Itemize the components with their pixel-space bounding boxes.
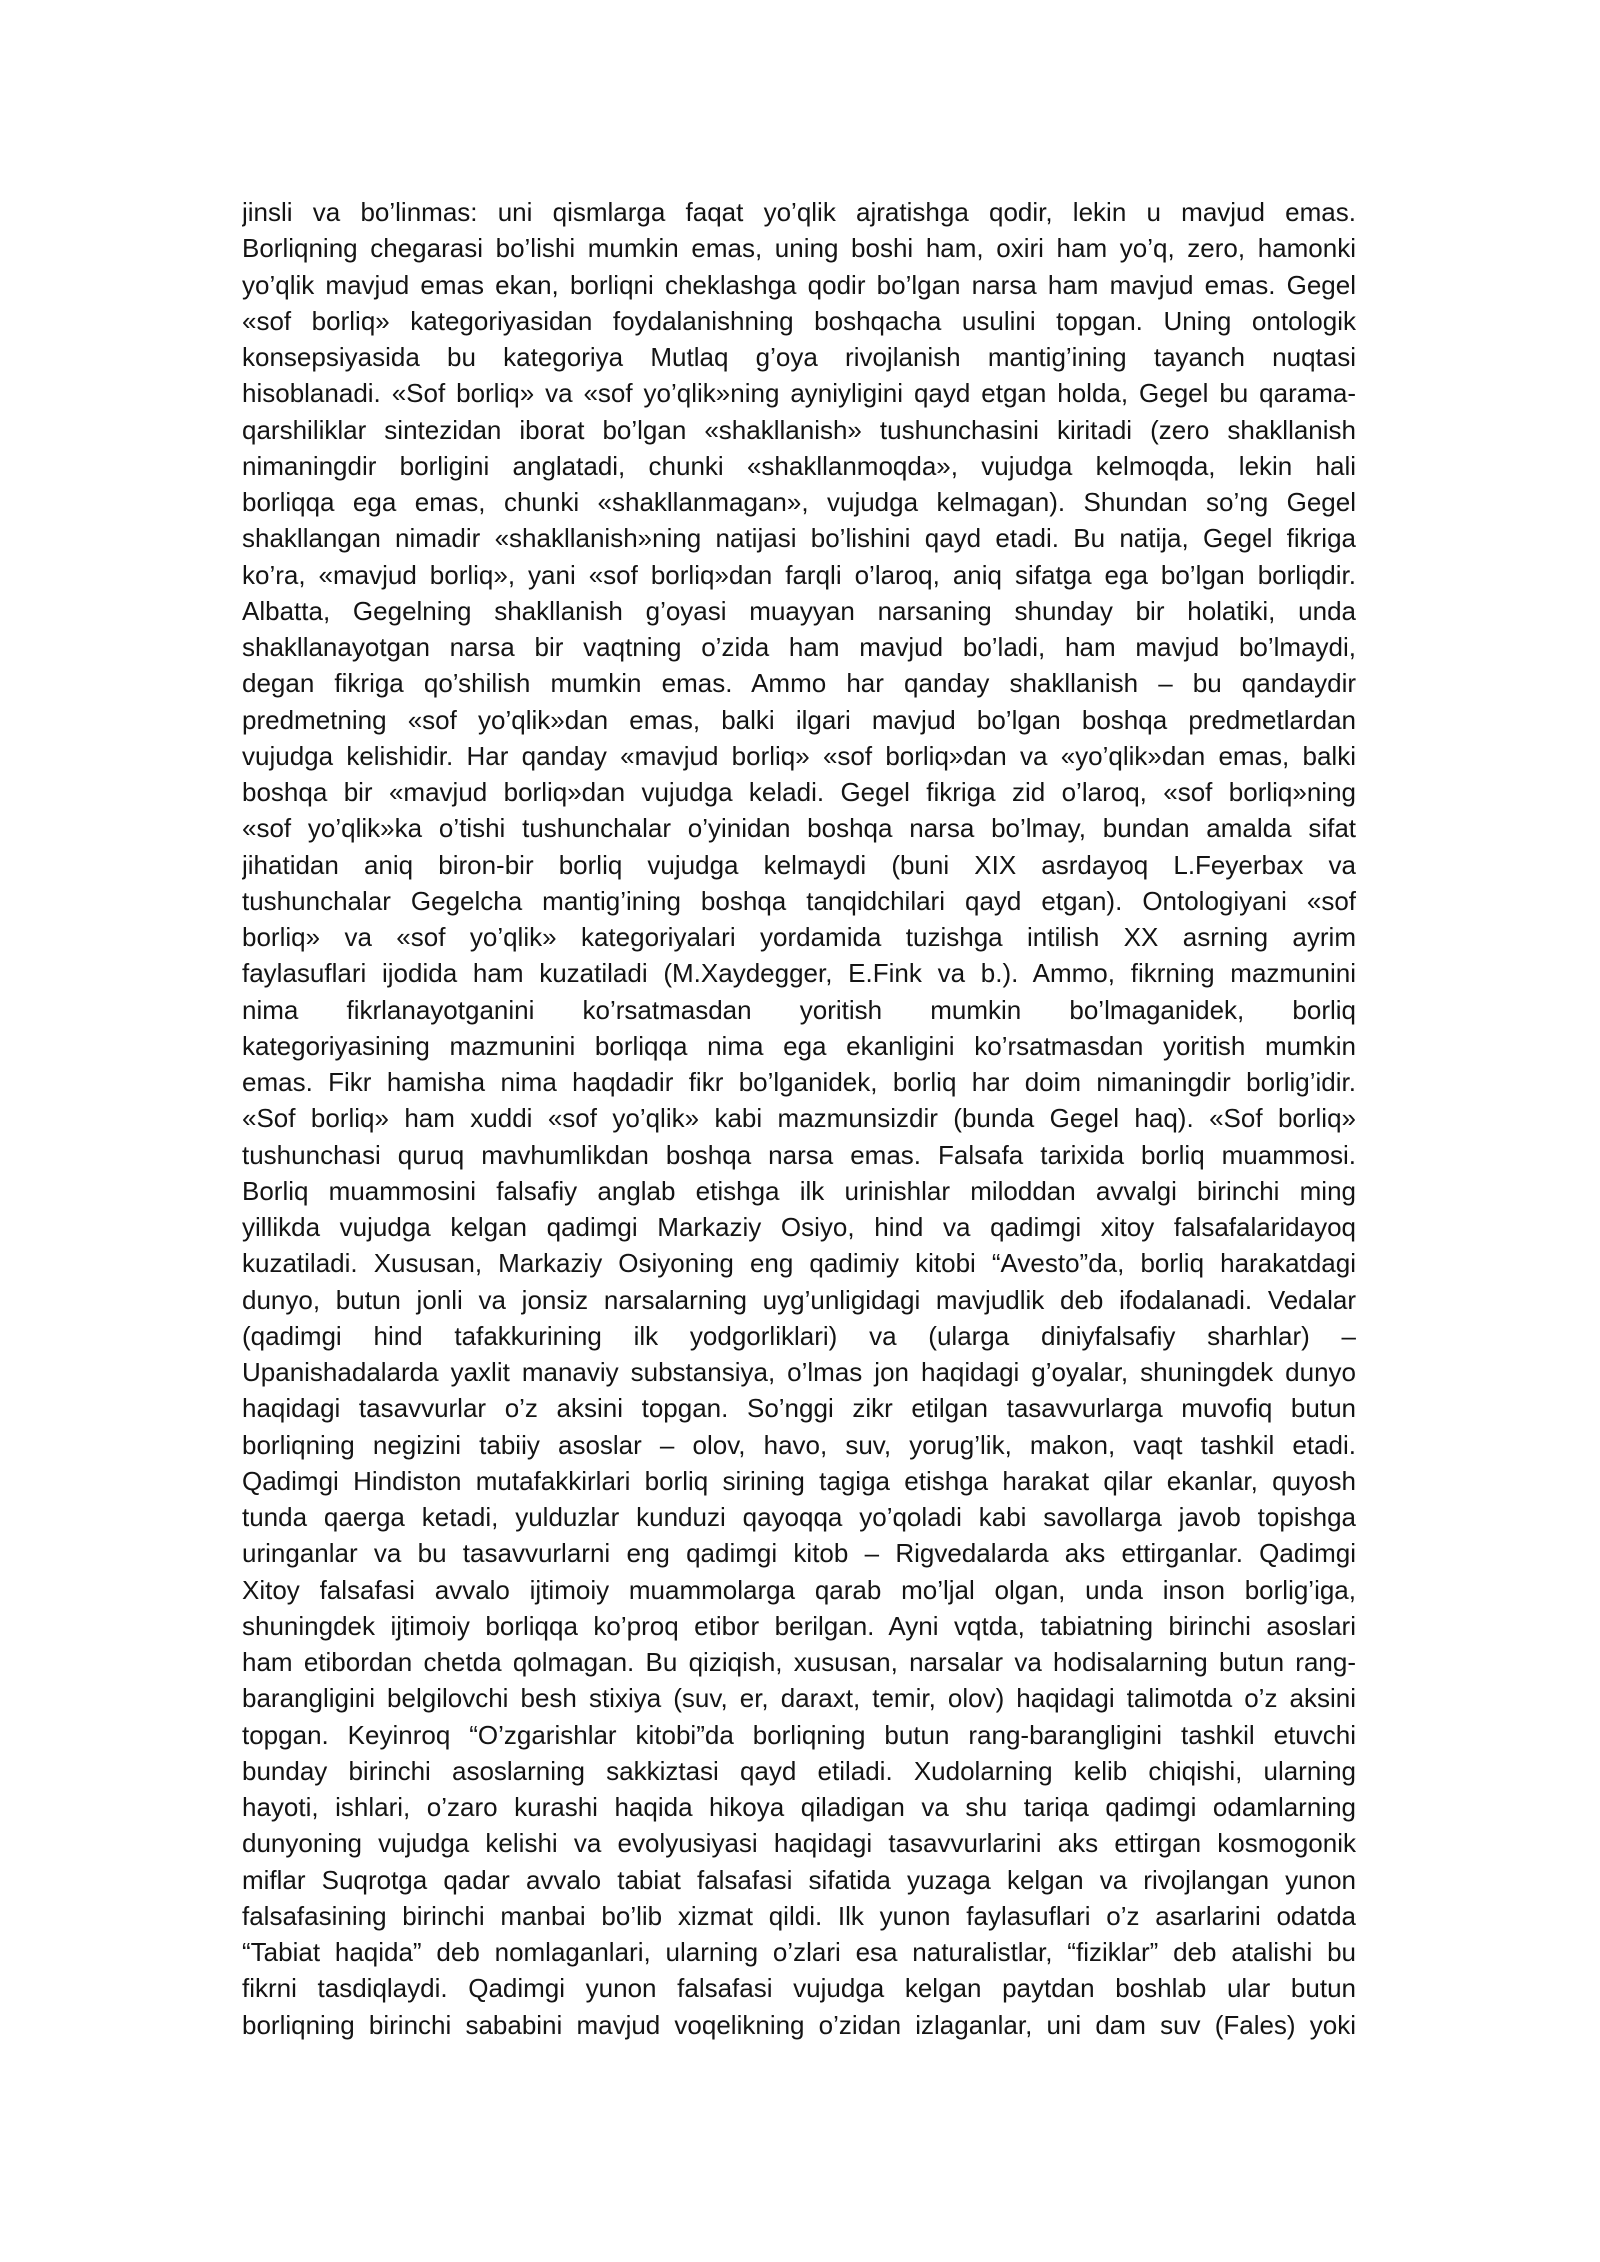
text-line: nimaningdir borligini anglatadi, chunki «shakllanmoqda», vujudga kelmoqda, lekin hali [242,450,1356,481]
text-line: Borliqning chegarasi bo’lishi mumkin emas, uning boshi ham, oxiri ham yo’q, zero, hamonki [242,233,1356,264]
text-line: shuningdek ijtimoiy borliqqa ko’proq etibor berilgan. Ayni vqtda, tabiatning birinchi asoslari [242,1610,1356,1641]
text-line: miflar Suqrotga qadar avvalo tabiat falsafasi sifatida yuzaga kelgan va rivojlangan yunon [242,1864,1356,1895]
text-line: tushunchasi quruq mavhumlikdan boshqa narsa emas. Falsafa tarixida borliq muammosi. [242,1139,1356,1170]
text-line: tushunchalar Gegelcha mantig’ining boshqa tanqidchilari qayd etgan). Ontologiyani «sof [242,885,1356,916]
text-line: Albatta, Gegelning shakllanish g’oyasi muayyan narsaning shunday bir holatiki, unda [242,595,1356,626]
text-line: dunyoning vujudga kelishi va evolyusiyasi haqidagi tasavvurlarini aks ettirgan kosmogonik [242,1828,1356,1859]
text-line: «sof yo’qlik»ka o’tishi tushunchalar o’yinidan boshqa narsa bo’lmay, bundan amalda sifat [242,813,1356,844]
text-line: vujudga kelishidir. Har qanday «mavjud borliq» «sof borliq»dan va «yo’qlik»dan emas, balki [242,740,1356,771]
text-line: ko’ra, «mavjud borliq», yani «sof borliq»dan farqli o’laroq, aniq sifatga ega bo’lgan borliqdir. [242,559,1356,590]
text-line: kuzatiladi. Xususan, Markaziy Osiyoning eng qadimiy kitobi “Avesto”da, borliq harakatdagi [242,1248,1356,1279]
text-line: dunyo, butun jonli va jonsiz narsalarning uyg’unligidagi mavjudlik deb ifodalanadi. Vedalar [242,1284,1356,1315]
text-line: shakllangan nimadir «shakllanish»ning natijasi bo’lishini qayd etadi. Bu natija, Gegel fikriga [242,523,1356,554]
text-line: borliqning negizini tabiiy asoslar – olov, havo, suv, yorug’lik, makon, vaqt tashkil etadi. [242,1429,1356,1460]
text-line: qarshiliklar sintezidan iborat bo’lgan «shakllanish» tushunchasini kiritadi (zero shakllanish [242,414,1356,445]
text-line: degan fikriga qo’shilish mumkin emas. Ammo har qanday shakllanish – bu qandaydir [242,668,1356,699]
text-line: shakllanayotgan narsa bir vaqtning o’zida ham mavjud bo’ladi, ham mavjud bo’lmaydi, [242,632,1356,662]
text-line: «Sof borliq» ham xuddi «sof yo’qlik» kabi mazmunsizdir (bunda Gegel haq). «Sof borliq» [242,1103,1356,1134]
text-line: konsepsiyasida bu kategoriya Mutlaq g’oya rivojlanish mantig’ining tayanch nuqtasi [242,342,1356,372]
text-line: (qadimgi hind tafakkurining ilk yodgorliklari) va (ularga diniyfalsafiy sharhlar) – [242,1320,1356,1351]
text-line: “Tabiat haqida” deb nomlaganlari, ularning o’zlari esa naturalistlar, “fiziklar” deb atalishi bu [242,1937,1356,1967]
text-line: hisoblanadi. «Sof borliq» va «sof yo’qlik»ning ayniyligini qayd etgan holda, Gegel bu qarama- [242,378,1356,409]
text-line: tunda qaerga ketadi, yulduzlar kunduzi qayoqqa yo’qoladi kabi savollarga javob topishga [242,1502,1356,1532]
text-line: hayoti, ishlari, o’zaro kurashi haqida hikoya qiladigan va shu tariqa qadimgi odamlarning [242,1792,1356,1822]
body-text [242,194,1356,2043]
text-line: yo’qlik mavjud emas ekan, borliqni cheklashga qodir bo’lgan narsa ham mavjud emas. Gegel [242,269,1356,300]
text-line: fikrni tasdiqlaydi. Qadimgi yunon falsafasi vujudga kelgan paytdan boshlab ular butun [242,1973,1356,2004]
text-line: emas. Fikr hamisha nima haqdadir fikr bo’lganidek, borliq har doim nimaningdir borlig’idir. [242,1067,1356,1097]
text-line: nima fikrlanayotganini ko’rsatmasdan yoritish mumkin bo’lmaganidek, borliq [242,994,1356,1025]
text-line: «sof borliq» kategoriyasidan foydalanishning boshqacha usulini topgan. Uning ontologik [242,305,1356,336]
text-line: boshqa bir «mavjud borliq»dan vujudga keladi. Gegel fikriga zid o’laroq, «sof borliq»ning [242,777,1356,807]
text-line: barangligini belgilovchi besh stixiya (suv, er, daraxt, temir, olov) haqidagi talimotda o’z aksini [242,1683,1356,1714]
text-line: borliq» va «sof yo’qlik» kategoriyalari yordamida tuzishga intilish XX asrning ayrim [242,922,1356,952]
text-line: Xitoy falsafasi avvalo ijtimoiy muammolarga qarab mo’ljal olgan, unda inson borlig’iga, [242,1574,1356,1605]
text-line: uringanlar va bu tasavvurlarni eng qadimgi kitob – Rigvedalarda aks ettirganlar. Qadimgi [242,1538,1356,1569]
text-line: topgan. Keyinroq “O’zgarishlar kitobi”da borliqning butun rang-barangligini tashkil etuvchi [242,1719,1356,1750]
text-line: predmetning «sof yo’qlik»dan emas, balki ilgari mavjud bo’lgan boshqa predmetlardan [242,704,1356,735]
text-line: yillikda vujudga kelgan qadimgi Markaziy Osiyo, hind va qadimgi xitoy falsafalaridayoq [242,1212,1356,1242]
text-line: jinsli va bo’linmas: uni qismlarga faqat yo’qlik ajratishga qodir, lekin u mavjud emas. [242,197,1356,227]
text-line: kategoriyasining mazmunini borliqqa nima ega ekanligini ko’rsatmasdan yoritish mumkin [242,1030,1356,1061]
text-line: bunday birinchi asoslarning sakkiztasi qayd etiladi. Xudolarning kelib chiqishi, ularning [242,1755,1356,1786]
text-line: falsafasining birinchi manbai bo’lib xizmat qildi. Ilk yunon faylasuflari o’z asarlarini odatda [242,1900,1356,1931]
text-line: Upanishadalarda yaxlit manaviy substansiya, o’lmas jon haqidagi g’oyalar, shuningdek dunyo [242,1357,1356,1387]
text-line: faylasuflari ijodida ham kuzatiladi (M.Xaydegger, E.Fink va b.). Ammo, fikrning mazmunini [242,958,1356,989]
text-line: Qadimgi Hindiston mutafakkirlari borliq sirining tagiga etishga harakat qilar ekanlar, quyosh [242,1465,1356,1496]
text-line: jihatidan aniq biron-bir borliq vujudga kelmaydi (buni XIX asrdayoq L.Feyerbax va [242,849,1356,880]
text-line: borliqqa ega emas, chunki «shakllanmagan», vujudga kelmagan). Shundan so’ng Gegel [242,487,1356,517]
text-line: borliqning birinchi sababini mavjud voqelikning o’zidan izlaganlar, uni dam suv (Fales) yoki [242,2009,1356,2040]
text-line: Borliq muammosini falsafiy anglab etishga ilk urinishlar miloddan avvalgi birinchi ming [242,1175,1356,1206]
text-line: haqidagi tasavvurlar o’z aksini topgan. So’nggi zikr etilgan tasavvurlarga muvofiq butun [242,1393,1356,1424]
text-line: ham etibordan chetda qolmagan. Bu qiziqish, xususan, narsalar va hodisalarning butun rang- [242,1647,1356,1677]
